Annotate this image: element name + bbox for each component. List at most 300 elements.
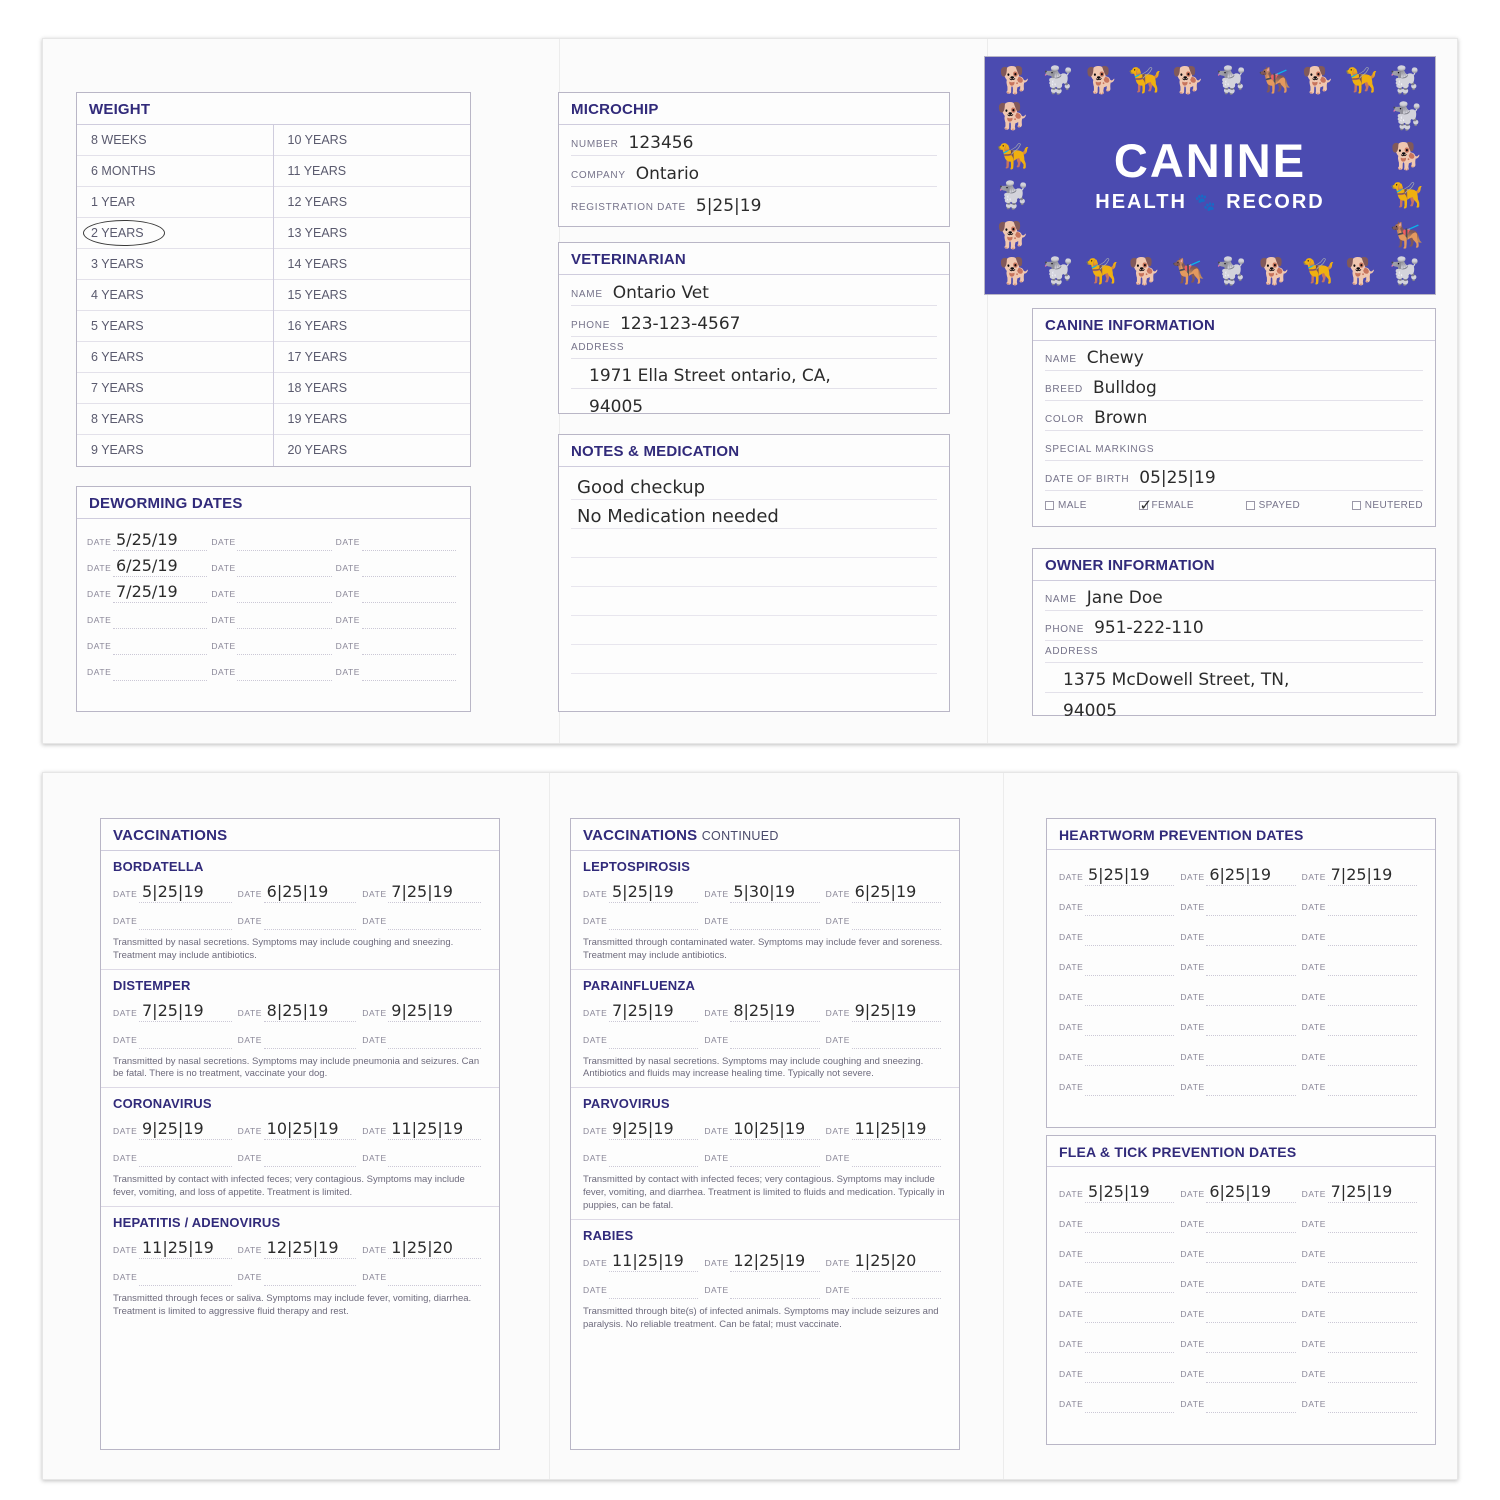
deworming-date-cell[interactable] bbox=[336, 635, 460, 655]
weight-title: WEIGHT bbox=[77, 93, 470, 125]
vaccine-date-cell[interactable] bbox=[238, 882, 363, 903]
vaccine-date-cell[interactable] bbox=[583, 1028, 704, 1049]
dog-icon: 🐕‍🦺 bbox=[1258, 65, 1292, 95]
date-label: DATE bbox=[362, 889, 387, 899]
flea-tick-date-cell[interactable] bbox=[1180, 1272, 1301, 1293]
vaccine-date-cell[interactable] bbox=[826, 909, 947, 930]
heartworm-date-cell[interactable] bbox=[1180, 1045, 1301, 1066]
date-line bbox=[139, 1146, 232, 1167]
deworming-date-cell[interactable] bbox=[336, 557, 460, 577]
canine-breed-field[interactable] bbox=[1045, 371, 1423, 401]
veterinarian-section bbox=[558, 242, 950, 417]
date-line bbox=[852, 1278, 941, 1299]
date-line bbox=[1206, 1272, 1295, 1293]
vaccine-date-cell[interactable] bbox=[362, 1265, 487, 1286]
dog-icon: 🐕 bbox=[997, 101, 1030, 131]
vaccine-date-cell[interactable] bbox=[583, 882, 704, 903]
date-label: DATE bbox=[1301, 992, 1327, 1002]
vaccine-date-cell[interactable] bbox=[704, 909, 825, 930]
deworming-row bbox=[87, 603, 460, 629]
date-label: DATE bbox=[362, 1126, 387, 1137]
deworming-date-cell[interactable] bbox=[211, 583, 335, 603]
date-value: 7|25|19 bbox=[612, 1000, 674, 1020]
date-line bbox=[362, 635, 456, 655]
date-line bbox=[1206, 1045, 1295, 1066]
date-line bbox=[1328, 1212, 1417, 1233]
date-label: DATE bbox=[113, 1271, 138, 1282]
date-line bbox=[264, 1146, 357, 1167]
owner-address-line-2[interactable] bbox=[1045, 693, 1423, 723]
weight-row[interactable]: 15 YEARS bbox=[274, 280, 471, 311]
vaccine-name: RABIES bbox=[583, 1227, 634, 1243]
deworming-date-cell[interactable] bbox=[87, 635, 211, 655]
date-label: DATE bbox=[1059, 1052, 1084, 1062]
heartworm-date-cell[interactable] bbox=[1180, 985, 1301, 1006]
flea-tick-date-cell[interactable] bbox=[1059, 1182, 1180, 1203]
flea-tick-date-cell[interactable] bbox=[1059, 1392, 1180, 1413]
deworming-date-cell[interactable] bbox=[87, 531, 211, 551]
deworming-date-cell[interactable] bbox=[336, 531, 460, 551]
date-line bbox=[1206, 955, 1295, 976]
flea-tick-date-cell[interactable] bbox=[1180, 1212, 1301, 1233]
date-label: DATE bbox=[335, 641, 361, 651]
vaccination-coronavirus bbox=[101, 1088, 499, 1207]
checkbox-female[interactable] bbox=[1139, 495, 1194, 514]
weight-row[interactable]: 10 YEARS bbox=[274, 125, 471, 156]
date-value: 8|25|19 bbox=[733, 1000, 795, 1020]
date-label: DATE bbox=[704, 916, 729, 926]
note-line[interactable] bbox=[571, 558, 937, 587]
field-value: 5|25|19 bbox=[695, 196, 762, 216]
weight-row[interactable]: 13 YEARS bbox=[274, 218, 471, 249]
date-value: 11|25|19 bbox=[854, 1119, 927, 1139]
note-line[interactable] bbox=[571, 529, 937, 558]
heartworm-row bbox=[1059, 1066, 1423, 1096]
flea-tick-date-cell[interactable] bbox=[1180, 1332, 1301, 1353]
flea-tick-date-cell[interactable] bbox=[1302, 1182, 1423, 1203]
vaccine-date-row bbox=[583, 903, 947, 930]
vaccine-date-cell[interactable] bbox=[238, 1265, 363, 1286]
weight-row[interactable]: 17 YEARS bbox=[274, 342, 471, 373]
paw-icon: 🐾 bbox=[1194, 192, 1219, 212]
date-value: 9|25|19 bbox=[612, 1119, 674, 1139]
flea-tick-date-cell[interactable] bbox=[1180, 1302, 1301, 1323]
date-label: DATE bbox=[1059, 1219, 1084, 1229]
weight-row[interactable]: 14 YEARS bbox=[274, 249, 471, 280]
date-line bbox=[1085, 1392, 1174, 1413]
weight-row[interactable]: 20 YEARS bbox=[287, 443, 348, 457]
dog-icon: 🐩 bbox=[1215, 256, 1248, 286]
vet-address-label-row bbox=[571, 337, 937, 359]
vaccine-date-cell[interactable] bbox=[704, 1251, 825, 1272]
checkbox-male[interactable] bbox=[1045, 500, 1087, 511]
deworming-date-cell[interactable] bbox=[87, 609, 211, 629]
vaccine-date-cell[interactable] bbox=[826, 1278, 947, 1299]
date-value: 1|25|20 bbox=[854, 1250, 917, 1270]
vet-name-field[interactable] bbox=[571, 275, 937, 306]
date-label: DATE bbox=[825, 1007, 851, 1018]
date-line bbox=[1206, 1392, 1295, 1413]
date-line bbox=[388, 1119, 481, 1140]
flea-tick-date-cell[interactable] bbox=[1059, 1362, 1180, 1383]
vaccine-date-cell[interactable] bbox=[113, 1238, 238, 1259]
date-label: DATE bbox=[583, 1284, 608, 1295]
deworming-date-cell[interactable] bbox=[211, 661, 335, 681]
deworming-date-cell[interactable] bbox=[87, 557, 211, 577]
date-value: 11|25|19 bbox=[612, 1250, 684, 1270]
heartworm-date-cell[interactable] bbox=[1302, 1075, 1423, 1096]
deworming-date-cell[interactable] bbox=[211, 635, 335, 655]
heartworm-date-cell[interactable] bbox=[1180, 925, 1301, 946]
vaccine-date-cell[interactable] bbox=[583, 1119, 704, 1140]
vet-address-line-1[interactable] bbox=[571, 359, 937, 389]
flea-tick-date-cell[interactable] bbox=[1302, 1332, 1423, 1353]
deworming-date-cell[interactable] bbox=[211, 531, 335, 551]
weight-row[interactable]: 9 YEARS bbox=[91, 443, 144, 457]
deworming-row bbox=[87, 629, 460, 655]
heartworm-date-cell[interactable] bbox=[1059, 1045, 1180, 1066]
vaccine-date-cell[interactable] bbox=[362, 1119, 487, 1140]
note-line[interactable] bbox=[571, 645, 937, 674]
heartworm-date-cell[interactable] bbox=[1302, 865, 1423, 886]
vaccine-date-cell[interactable] bbox=[113, 1001, 238, 1022]
veterinarian-title: VETERINARIAN bbox=[559, 243, 949, 275]
vaccine-date-cell[interactable] bbox=[238, 1238, 363, 1259]
vaccine-name: PARVOVIRUS bbox=[583, 1096, 670, 1112]
vaccine-description: Transmitted through contaminated water. Symptoms may include fever and soreness. Treatment may include antibiotics. bbox=[583, 937, 943, 961]
vaccine-date-cell[interactable] bbox=[113, 1028, 238, 1049]
deworming-date-cell[interactable] bbox=[336, 661, 460, 681]
flea-tick-date-cell[interactable] bbox=[1302, 1362, 1423, 1383]
flea-tick-date-cell[interactable] bbox=[1059, 1242, 1180, 1263]
vaccine-date-cell[interactable] bbox=[113, 1146, 238, 1167]
date-label: DATE bbox=[237, 1007, 263, 1018]
canine-date-of-birth-field[interactable] bbox=[1045, 461, 1423, 491]
field-value: Ontario Vet bbox=[612, 283, 709, 303]
checkbox-neutered[interactable] bbox=[1352, 500, 1423, 511]
field-value: 94005 bbox=[589, 397, 644, 417]
heartworm-prevention-section bbox=[1046, 818, 1436, 1128]
deworming-date-cell[interactable] bbox=[336, 609, 460, 629]
deworming-dates-section bbox=[76, 486, 471, 712]
microchip-company-field[interactable] bbox=[571, 156, 937, 187]
vaccine-date-cell[interactable] bbox=[704, 1278, 825, 1299]
vaccine-date-cell[interactable] bbox=[826, 882, 947, 903]
date-label: DATE bbox=[211, 537, 236, 547]
weight-row[interactable]: 19 YEARS bbox=[274, 404, 471, 435]
deworming-date-cell[interactable] bbox=[87, 661, 211, 681]
vaccine-date-cell[interactable] bbox=[362, 909, 487, 930]
date-line bbox=[609, 1119, 698, 1140]
date-line bbox=[113, 661, 207, 681]
vaccine-date-cell[interactable] bbox=[113, 909, 238, 930]
vaccine-date-cell[interactable] bbox=[826, 1146, 947, 1167]
flea-tick-date-cell[interactable] bbox=[1180, 1392, 1301, 1413]
vaccine-date-cell[interactable] bbox=[238, 1001, 363, 1022]
deworming-date-cell[interactable] bbox=[211, 609, 335, 629]
weight-row[interactable]: 8 YEARS bbox=[77, 404, 273, 435]
checkbox-icon bbox=[1246, 501, 1255, 510]
note-line[interactable] bbox=[571, 471, 937, 500]
heartworm-date-cell[interactable] bbox=[1302, 985, 1423, 1006]
heartworm-date-cell[interactable] bbox=[1302, 955, 1423, 976]
date-line bbox=[139, 1001, 232, 1022]
vaccine-date-cell[interactable] bbox=[362, 1001, 487, 1022]
vaccine-name: HEPATITIS / ADENOVIRUS bbox=[113, 1214, 281, 1230]
vaccine-date-cell[interactable] bbox=[704, 1001, 825, 1022]
vaccine-date-cell[interactable] bbox=[113, 1265, 238, 1286]
heartworm-date-cell[interactable] bbox=[1180, 1015, 1301, 1036]
weight-row[interactable]: 18 YEARS bbox=[274, 373, 471, 404]
flea-tick-date-cell[interactable] bbox=[1302, 1272, 1423, 1293]
note-line[interactable] bbox=[571, 616, 937, 645]
vaccinations-title: VACCINATIONS bbox=[101, 819, 499, 851]
weight-row[interactable]: 6 YEARS bbox=[77, 342, 273, 373]
vaccine-date-cell[interactable] bbox=[704, 882, 825, 903]
canine-special-markings-field[interactable] bbox=[1045, 431, 1423, 461]
date-line bbox=[1328, 1332, 1417, 1353]
page-fold-3 bbox=[549, 773, 550, 1479]
flea-tick-date-cell[interactable] bbox=[1302, 1212, 1423, 1233]
weight-row-circled[interactable] bbox=[77, 218, 273, 249]
date-label: DATE bbox=[87, 537, 112, 547]
vaccine-date-cell[interactable] bbox=[113, 1119, 238, 1140]
microchip-registration-date-field[interactable] bbox=[571, 187, 937, 218]
date-value: 11|25|19 bbox=[391, 1119, 464, 1139]
vaccine-date-cell[interactable] bbox=[826, 1028, 947, 1049]
owner-information-section bbox=[1032, 548, 1436, 721]
vaccine-date-cell[interactable] bbox=[704, 1119, 825, 1140]
vaccine-date-cell[interactable] bbox=[704, 1028, 825, 1049]
heartworm-date-cell[interactable] bbox=[1302, 1045, 1423, 1066]
checkbox-label: MALE bbox=[1058, 499, 1087, 511]
field-label: NAME bbox=[1045, 354, 1077, 365]
date-label: DATE bbox=[704, 1034, 729, 1045]
vet-address-line-2[interactable] bbox=[571, 389, 937, 419]
date-line bbox=[609, 882, 698, 903]
dog-icon: 🦮 bbox=[1085, 256, 1118, 286]
vaccine-date-cell[interactable] bbox=[113, 882, 238, 903]
heartworm-date-cell[interactable] bbox=[1059, 1075, 1180, 1096]
date-line bbox=[362, 609, 456, 629]
field-value: 05|25|19 bbox=[1139, 468, 1216, 488]
deworming-date-cell[interactable] bbox=[211, 557, 335, 577]
vaccine-date-cell[interactable] bbox=[362, 1238, 487, 1259]
vet-phone-field[interactable] bbox=[571, 306, 937, 337]
weight-row[interactable]: 8 WEEKS bbox=[77, 125, 273, 156]
date-label: DATE bbox=[237, 1244, 263, 1255]
date-label: DATE bbox=[1059, 992, 1084, 1002]
note-line[interactable] bbox=[571, 500, 937, 529]
field-value bbox=[1154, 458, 1164, 460]
date-value: 6/25/19 bbox=[116, 556, 178, 575]
date-line bbox=[388, 1146, 481, 1167]
vaccine-date-row bbox=[113, 995, 487, 1022]
flea-tick-row bbox=[1059, 1323, 1423, 1353]
vaccine-date-cell[interactable] bbox=[238, 909, 363, 930]
vaccine-date-row bbox=[583, 1113, 947, 1140]
canine-name-field[interactable] bbox=[1045, 341, 1423, 371]
owner-address-label-row bbox=[1045, 641, 1423, 663]
flea-tick-date-cell[interactable] bbox=[1302, 1242, 1423, 1263]
field-value: 94005 bbox=[1063, 701, 1118, 721]
dog-icon: 🐕‍🦺 bbox=[1172, 256, 1205, 286]
date-label: DATE bbox=[335, 537, 361, 547]
vaccine-description: Transmitted by nasal secretions. Symptoms may include pneumonia and seizures. Can be fatal. There is no treatment, vaccinate your dog. bbox=[113, 1055, 480, 1080]
date-label: DATE bbox=[1180, 962, 1205, 972]
date-label: DATE bbox=[704, 1284, 729, 1295]
heartworm-date-cell[interactable] bbox=[1059, 925, 1180, 946]
cover-subtitle-right: RECORD bbox=[1226, 191, 1325, 213]
heartworm-date-cell[interactable] bbox=[1059, 895, 1180, 916]
heartworm-date-cell[interactable] bbox=[1059, 985, 1180, 1006]
date-label: DATE bbox=[1059, 1189, 1084, 1199]
date-line bbox=[264, 882, 357, 903]
deworming-title: DEWORMING DATES bbox=[77, 487, 470, 519]
heartworm-date-cell[interactable] bbox=[1180, 955, 1301, 976]
vaccine-date-cell[interactable] bbox=[362, 1146, 487, 1167]
dog-icon: 🐕 bbox=[999, 65, 1032, 95]
date-label: DATE bbox=[362, 1244, 387, 1255]
date-line bbox=[1206, 1075, 1295, 1096]
heartworm-date-cell[interactable] bbox=[1302, 1015, 1423, 1036]
deworming-row bbox=[87, 551, 460, 577]
date-line bbox=[1328, 955, 1417, 976]
date-label: DATE bbox=[113, 1126, 138, 1137]
weight-row[interactable]: 5 YEARS bbox=[77, 311, 273, 342]
date-line bbox=[1085, 1182, 1174, 1203]
heartworm-date-cell[interactable] bbox=[1059, 865, 1180, 886]
date-label: DATE bbox=[1180, 932, 1205, 942]
date-line bbox=[139, 882, 232, 903]
vaccine-date-row bbox=[113, 1140, 487, 1167]
date-line bbox=[1206, 1182, 1295, 1203]
weight-row[interactable]: 11 YEARS bbox=[274, 156, 471, 187]
notes-lines bbox=[559, 467, 949, 703]
note-line[interactable] bbox=[571, 587, 937, 616]
date-label: DATE bbox=[211, 563, 236, 573]
vaccine-date-cell[interactable] bbox=[583, 1278, 704, 1299]
vaccine-name: LEPTOSPIROSIS bbox=[583, 859, 691, 874]
weight-row[interactable]: 12 YEARS bbox=[274, 187, 471, 218]
vaccine-date-cell[interactable] bbox=[238, 1119, 363, 1140]
field-label: BREED bbox=[1045, 384, 1083, 395]
weight-row[interactable]: 16 YEARS bbox=[274, 311, 471, 342]
date-line bbox=[1085, 1075, 1174, 1096]
weight-row[interactable]: 4 YEARS bbox=[77, 280, 273, 311]
microchip-number-field[interactable] bbox=[571, 125, 937, 156]
date-value: 10|25|19 bbox=[266, 1119, 339, 1139]
date-label: DATE bbox=[1301, 1249, 1327, 1259]
heartworm-date-cell[interactable] bbox=[1180, 1075, 1301, 1096]
vaccine-name: PARAINFLUENZA bbox=[583, 977, 696, 993]
date-line bbox=[388, 909, 481, 930]
deworming-date-cell[interactable] bbox=[87, 583, 211, 603]
date-line bbox=[237, 583, 331, 603]
flea-tick-row bbox=[1059, 1263, 1423, 1293]
deworming-date-cell[interactable] bbox=[336, 583, 460, 603]
flea-tick-date-cell[interactable] bbox=[1180, 1362, 1301, 1383]
vaccine-date-cell[interactable] bbox=[704, 1146, 825, 1167]
vaccine-date-cell[interactable] bbox=[583, 1251, 704, 1272]
flea-tick-date-cell[interactable] bbox=[1059, 1272, 1180, 1293]
weight-row[interactable]: 7 YEARS bbox=[77, 373, 273, 404]
vaccine-date-cell[interactable] bbox=[362, 882, 487, 903]
heartworm-date-cell[interactable] bbox=[1059, 1015, 1180, 1036]
date-line bbox=[609, 1028, 698, 1049]
weight-row[interactable]: 3 YEARS bbox=[77, 249, 273, 280]
date-label: DATE bbox=[1180, 992, 1205, 1002]
canine-color-field[interactable] bbox=[1045, 401, 1423, 431]
flea-tick-date-cell[interactable] bbox=[1302, 1392, 1423, 1413]
date-label: DATE bbox=[704, 1153, 729, 1164]
weight-row[interactable]: 6 MONTHS bbox=[77, 156, 273, 187]
vaccine-date-cell[interactable] bbox=[826, 1251, 947, 1272]
vaccine-date-cell[interactable] bbox=[362, 1028, 487, 1049]
checkbox-spayed[interactable] bbox=[1246, 500, 1301, 511]
date-line bbox=[237, 661, 331, 681]
date-value: 6|25|19 bbox=[854, 882, 917, 901]
heartworm-date-cell[interactable] bbox=[1302, 895, 1423, 916]
date-line bbox=[1328, 985, 1417, 1006]
vaccine-date-cell[interactable] bbox=[238, 1146, 363, 1167]
vaccine-date-cell[interactable] bbox=[826, 1001, 947, 1022]
owner-name-field[interactable] bbox=[1045, 581, 1423, 611]
weight-row[interactable]: 1 YEAR bbox=[77, 187, 273, 218]
cover-panel bbox=[984, 56, 1436, 295]
vaccine-date-cell[interactable] bbox=[826, 1119, 947, 1140]
date-label: DATE bbox=[1301, 962, 1327, 972]
date-label: DATE bbox=[825, 1284, 851, 1295]
canine-information-section bbox=[1032, 308, 1436, 527]
vaccine-date-cell[interactable] bbox=[583, 909, 704, 930]
date-line bbox=[1206, 1242, 1295, 1263]
heartworm-date-cell[interactable] bbox=[1180, 895, 1301, 916]
field-value: Bulldog bbox=[1092, 378, 1157, 398]
owner-address-line-1[interactable] bbox=[1045, 663, 1423, 693]
vaccination-parvovirus bbox=[571, 1088, 959, 1219]
heartworm-date-cell[interactable] bbox=[1302, 925, 1423, 946]
flea-tick-date-cell[interactable] bbox=[1059, 1212, 1180, 1233]
heartworm-date-cell[interactable] bbox=[1059, 955, 1180, 976]
vaccine-date-cell[interactable] bbox=[238, 1028, 363, 1049]
flea-tick-date-cell[interactable] bbox=[1180, 1242, 1301, 1263]
dog-icon: 🐕‍🦺 bbox=[1390, 219, 1423, 250]
flea-tick-date-cell[interactable] bbox=[1059, 1302, 1180, 1323]
date-label: DATE bbox=[583, 1153, 608, 1164]
heartworm-date-cell[interactable] bbox=[1180, 865, 1301, 886]
flea-tick-date-cell[interactable] bbox=[1302, 1302, 1423, 1323]
vaccine-date-row bbox=[113, 1022, 487, 1049]
vaccine-date-cell[interactable] bbox=[583, 1001, 704, 1022]
note-line[interactable] bbox=[571, 674, 937, 703]
heartworm-row bbox=[1059, 916, 1423, 946]
vaccination-parainfluenza bbox=[571, 970, 959, 1089]
date-line bbox=[264, 1119, 357, 1140]
date-label: DATE bbox=[237, 1271, 263, 1282]
flea-tick-rows bbox=[1047, 1167, 1435, 1413]
owner-phone-field[interactable] bbox=[1045, 611, 1423, 641]
vaccine-date-cell[interactable] bbox=[583, 1146, 704, 1167]
flea-tick-date-cell[interactable] bbox=[1180, 1182, 1301, 1203]
deworming-rows bbox=[77, 519, 470, 681]
flea-tick-date-cell[interactable] bbox=[1059, 1332, 1180, 1353]
dog-icon: 🐕 bbox=[1390, 140, 1423, 171]
dog-icon: 🦮 bbox=[997, 140, 1030, 171]
dog-icon: 🐕 bbox=[1345, 256, 1378, 286]
date-value: 6|25|19 bbox=[1209, 1182, 1271, 1201]
date-label: DATE bbox=[1059, 1082, 1084, 1092]
